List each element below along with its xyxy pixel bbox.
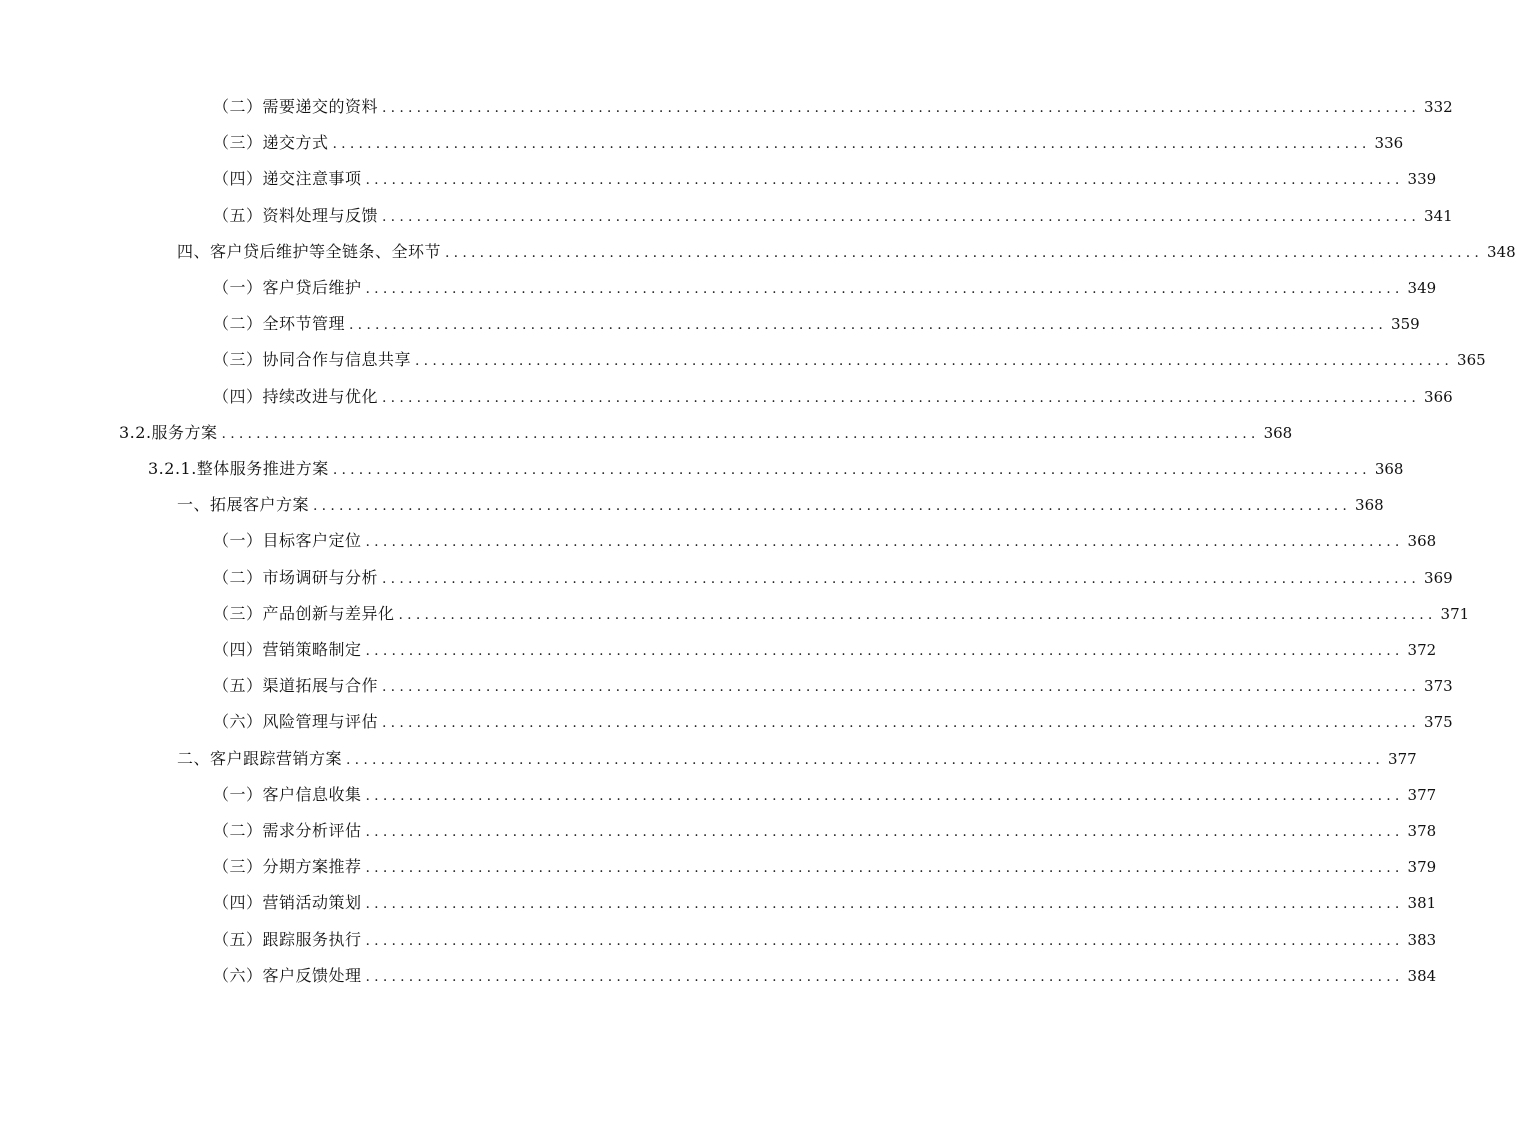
toc-dot-leader: ........................................................................................................................ [382, 570, 1421, 587]
toc-dot-leader: ........................................................................................................................ [365, 787, 1404, 804]
toc-entry-page-number: 349 [1407, 279, 1437, 297]
toc-entry[interactable] [213, 704, 1453, 740]
toc-entry[interactable] [213, 958, 1437, 994]
toc-entry-title: 3.2.1.整体服务推进方案 [148, 459, 329, 478]
toc-entry[interactable] [213, 596, 1470, 632]
toc-entry[interactable] [213, 777, 1437, 813]
toc-entry-title: （二）需求分析评估 [213, 821, 362, 840]
toc-entry[interactable] [177, 741, 1417, 777]
toc-entry-title: （二）市场调研与分析 [213, 567, 379, 587]
toc-dot-leader: ........................................................................................................................ [382, 100, 1421, 116]
toc-entry[interactable] [213, 161, 1437, 197]
toc-dot-leader: ........................................................................................................................ [382, 679, 1421, 696]
toc-entry-page-number: 348 [1487, 242, 1516, 261]
toc-entry-title: （五）渠道拓展与合作 [213, 676, 379, 696]
toc-entry-title: （三）递交方式 [213, 133, 329, 153]
toc-entry-page-number: 339 [1407, 170, 1437, 189]
toc-entry[interactable] [148, 451, 1404, 487]
toc-entry-page-number: 332 [1424, 98, 1453, 116]
toc-dot-leader: ........................................................................................................................ [382, 208, 1421, 225]
toc-entry-title: （一）客户贷后维护 [213, 278, 362, 297]
toc-entry[interactable] [177, 487, 1384, 523]
toc-entry-title: （四）递交注意事项 [213, 169, 362, 189]
toc-dot-leader: ........................................................................................................................ [365, 824, 1404, 840]
toc-dot-leader: ........................................................................................................................ [346, 751, 1385, 768]
toc-dot-leader: ........................................................................................................................ [365, 172, 1404, 189]
toc-entry-title: 一、拓展客户方案 [177, 495, 310, 515]
toc-entry[interactable] [213, 668, 1453, 704]
toc-dot-leader: ........................................................................................................................ [382, 715, 1421, 732]
toc-entry[interactable] [213, 198, 1453, 234]
toc-entry[interactable] [213, 306, 1420, 342]
toc-entry-page-number: 368 [1407, 532, 1437, 551]
toc-dot-leader: ........................................................................................................................ [313, 498, 1352, 515]
toc-entry-title: （一）目标客户定位 [213, 531, 362, 551]
toc-entry-page-number: 368 [1374, 460, 1404, 478]
toc-dot-leader: ........................................................................................................................ [365, 281, 1404, 297]
toc-entry-title: （六）风险管理与评估 [213, 712, 379, 732]
toc-entry-title: 四、客户贷后维护等全链条、全环节 [177, 241, 442, 261]
toc-dot-leader: ........................................................................................................................ [445, 244, 1484, 261]
toc-entry[interactable] [213, 342, 1486, 378]
toc-entry-title: （五）资料处理与反馈 [213, 205, 379, 225]
toc-entry-title: （四）营销活动策划 [213, 893, 362, 913]
toc-entry-page-number: 369 [1424, 568, 1453, 587]
toc-entry[interactable] [213, 125, 1404, 161]
toc-dot-leader: ........................................................................................................................ [349, 317, 1388, 334]
toc-dot-leader: ........................................................................................................................ [365, 860, 1404, 877]
toc-entry-page-number: 368 [1263, 423, 1293, 442]
toc-entry-title: （六）客户反馈处理 [213, 965, 362, 985]
toc-entry[interactable] [119, 415, 1293, 451]
toc-entry-page-number: 336 [1374, 134, 1404, 153]
toc-entry[interactable] [213, 89, 1453, 125]
toc-entry-page-number: 377 [1388, 749, 1417, 768]
toc-entry-page-number: 373 [1424, 677, 1453, 696]
toc-dot-leader: ........................................................................................................................ [365, 896, 1404, 913]
toc-entry-title: （五）跟踪服务执行 [213, 929, 362, 949]
toc-entry[interactable] [213, 270, 1437, 306]
toc-dot-leader: ........................................................................................................................ [382, 389, 1421, 406]
toc-entry-page-number: 366 [1424, 387, 1453, 406]
toc-entry-title: 3.2.服务方案 [119, 422, 218, 442]
toc-entry-page-number: 359 [1391, 315, 1420, 334]
toc-entry-title: （一）客户信息收集 [213, 784, 362, 804]
toc-entry-page-number: 377 [1407, 785, 1437, 804]
toc-entry-page-number: 383 [1407, 930, 1437, 949]
toc-entry-title: （三）协同合作与信息共享 [213, 350, 412, 370]
toc-entry-title: （四）持续改进与优化 [213, 386, 379, 406]
toc-entry[interactable] [213, 885, 1437, 921]
toc-dot-leader: ........................................................................................................................ [365, 643, 1404, 659]
toc-dot-leader: ........................................................................................................................ [398, 606, 1437, 623]
toc-dot-leader: ........................................................................................................................ [332, 462, 1371, 478]
toc-entry[interactable] [213, 560, 1453, 596]
toc-entry-page-number: 368 [1355, 496, 1384, 515]
toc-entry-page-number: 365 [1457, 351, 1486, 370]
toc-entry-title: （三）产品创新与差异化 [213, 603, 395, 623]
toc-entry[interactable] [177, 234, 1516, 270]
toc-entry-page-number: 372 [1407, 641, 1437, 659]
toc-entry-page-number: 378 [1407, 822, 1437, 840]
toc-entry-title: （三）分期方案推荐 [213, 857, 362, 877]
toc-entry[interactable] [213, 922, 1437, 958]
toc-dot-leader: ........................................................................................................................ [415, 353, 1454, 370]
toc-entry[interactable] [213, 523, 1437, 559]
toc-entry[interactable] [213, 632, 1437, 668]
toc-entry-title: （二）需要递交的资料 [213, 97, 379, 116]
toc-entry[interactable] [213, 849, 1437, 885]
toc-dot-leader: ........................................................................................................................ [365, 932, 1404, 949]
toc-entry-page-number: 379 [1407, 858, 1437, 877]
toc-entry[interactable] [213, 813, 1437, 849]
toc-entry-page-number: 341 [1424, 206, 1453, 225]
toc-entry-title: 二、客户跟踪营销方案 [177, 748, 343, 768]
toc-entry-title: （四）营销策略制定 [213, 640, 362, 659]
toc-entry-page-number: 371 [1440, 604, 1470, 623]
toc-entry-page-number: 384 [1407, 966, 1437, 985]
toc-entry-page-number: 381 [1407, 894, 1437, 913]
toc-entry[interactable] [213, 379, 1453, 415]
toc-dot-leader: ........................................................................................................................ [365, 968, 1404, 985]
toc-dot-leader: ........................................................................................................................ [332, 136, 1371, 153]
toc-entry-page-number: 375 [1424, 713, 1453, 732]
toc-entry-title: （二）全环节管理 [213, 314, 346, 334]
toc-dot-leader: ........................................................................................................................ [365, 534, 1404, 551]
toc-dot-leader: ........................................................................................................................ [221, 425, 1260, 442]
